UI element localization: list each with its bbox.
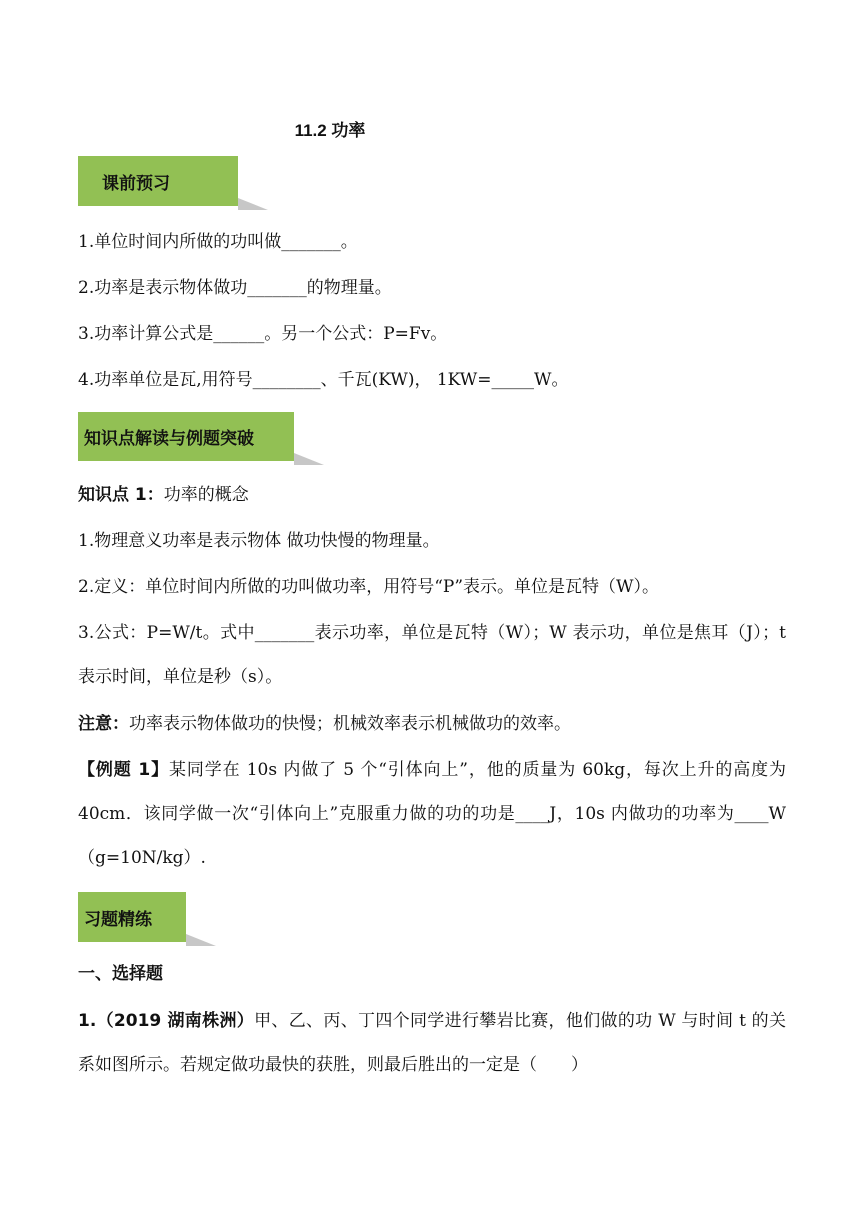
- knowledge-item-3: 3.公式：P=W/t。式中_______表示功率，单位是瓦特（W）；W 表示功，单位是焦耳（J）；t 表示时间，单位是秒（s）。: [78, 623, 786, 687]
- knowledge-point-text: 功率的概念: [163, 485, 249, 505]
- knowledge-item-1: 1.物理意义功率是表示物体 做功快慢的物理量。: [78, 531, 440, 551]
- section-banner-practice: [78, 892, 186, 942]
- note-line: [78, 713, 786, 735]
- preview-item-1: 1.单位时间内所做的功叫做_______。: [78, 232, 358, 252]
- section-banner-preview: [78, 156, 238, 206]
- example-text: 某同学在 10s 内做了 5 个“引体向上”，他的质量为 60kg，每次上升的高度为 40cm．该同学做一次“引体向上”克服重力做的功的功是____J，10s 内做功的功率为____W（g=10N/kg）.: [78, 760, 787, 868]
- knowledge-point-1: [78, 484, 786, 506]
- question-1: [78, 999, 786, 1087]
- question-1-label: 1.（2019 湖南株洲）: [78, 1011, 255, 1031]
- preview-item-3: 3.功率计算公式是______。另一个公式：P=Fv。: [78, 324, 448, 344]
- knowledge-point-label: 知识点 1：: [78, 485, 164, 505]
- example-1: [78, 748, 786, 880]
- section-banner-preview-label: 课前预习: [102, 173, 170, 194]
- banner-shadow: [238, 198, 268, 210]
- section-banner-knowledge-label: 知识点解读与例题突破: [84, 429, 254, 449]
- knowledge-item-2: 2.定义：单位时间内所做的功叫做功率，用符号“P”表示。单位是瓦特（W）。: [78, 577, 660, 597]
- section-banner-knowledge: [78, 412, 294, 461]
- preview-item-2: 2.功率是表示物体做功_______的物理量。: [78, 278, 392, 298]
- page-title: 11.2 功率: [294, 121, 366, 140]
- practice-heading: 一、选择题: [78, 964, 163, 984]
- example-label: 【例题 1】: [78, 760, 169, 780]
- question-1-text: 甲、乙、丙、丁四个同学进行攀岩比赛，他们做的功 W 与时间 t 的关系如图所示。若规定做功最快的获胜，则最后胜出的一定是（ ）: [78, 1011, 786, 1075]
- note-label: 注意：: [78, 714, 129, 734]
- banner-shadow: [186, 934, 216, 946]
- preview-item-4: 4.功率单位是瓦,用符号________、千瓦(KW)， 1KW=_____W。: [78, 370, 569, 390]
- banner-shadow: [294, 453, 324, 465]
- note-text: 功率表示物体做功的快慢；机械效率表示机械做功的效率。: [129, 714, 571, 734]
- section-banner-practice-label: 习题精练: [84, 909, 152, 930]
